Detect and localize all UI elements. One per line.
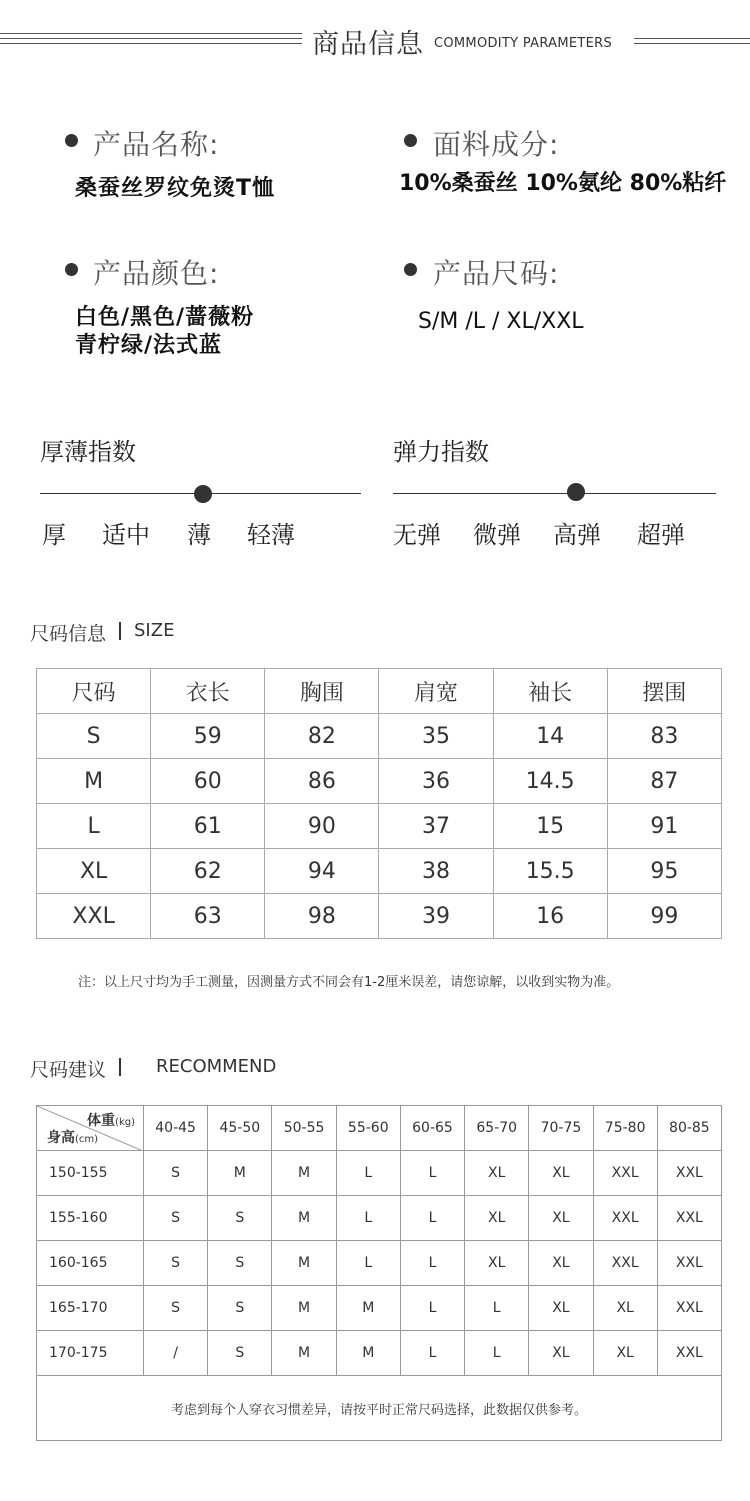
recommend-title: 尺码建议	[30, 1059, 107, 1081]
recommend-cell: S	[208, 1196, 272, 1241]
fabric-value: 10%桑蚕丝 10%氨纶 80%粘纤	[399, 171, 727, 196]
product-size-value: S/M /L / XL/XXL	[418, 309, 584, 334]
recommend-cell: XL	[529, 1331, 593, 1376]
product-name-label: 产品名称:	[93, 128, 220, 161]
height-range: 150-155	[37, 1151, 144, 1196]
recommend-cell: M	[208, 1151, 272, 1196]
recommend-cell: XL	[529, 1286, 593, 1331]
recommend-cell: /	[144, 1331, 208, 1376]
size-cell: 16	[493, 894, 607, 939]
product-color-label: 产品颜色:	[93, 257, 220, 290]
elasticity-option: 超弹	[637, 521, 685, 549]
product-size-label: 产品尺码:	[433, 257, 560, 290]
title-divider	[119, 1058, 121, 1076]
size-cell: 91	[607, 804, 721, 849]
recommend-table	[36, 1105, 722, 1441]
weight-range-header: 60-65	[400, 1106, 464, 1151]
size-cell: L	[37, 804, 151, 849]
size-cell: 94	[265, 849, 379, 894]
size-cell: 87	[607, 759, 721, 804]
height-range: 165-170	[37, 1286, 144, 1331]
recommend-cell: S	[208, 1241, 272, 1286]
size-table-header-row	[37, 669, 722, 714]
title-divider	[119, 622, 121, 640]
bullet-icon	[404, 134, 417, 147]
size-cell: XXL	[37, 894, 151, 939]
size-table-header: 袖长	[493, 669, 607, 714]
size-cell: 15.5	[493, 849, 607, 894]
recommend-cell: M	[336, 1286, 400, 1331]
recommend-cell: XXL	[657, 1241, 721, 1286]
size-cell: 61	[151, 804, 265, 849]
product-color-value-2: 青柠绿/法式蓝	[75, 333, 223, 358]
elasticity-option: 高弹	[553, 521, 601, 549]
elasticity-knob	[567, 483, 585, 501]
size-cell: S	[37, 714, 151, 759]
recommend-cell: L	[400, 1151, 464, 1196]
recommend-cell: L	[400, 1286, 464, 1331]
recommend-cell: M	[336, 1331, 400, 1376]
bullet-icon	[65, 263, 78, 276]
recommend-cell: L	[400, 1241, 464, 1286]
recommend-row	[37, 1241, 722, 1286]
recommend-cell: XXL	[657, 1151, 721, 1196]
size-cell: 90	[265, 804, 379, 849]
corner-height: 身高(cm)	[47, 1130, 99, 1146]
size-cell: 82	[265, 714, 379, 759]
fabric-label: 面料成分:	[433, 128, 560, 161]
recommend-cell: S	[144, 1241, 208, 1286]
size-note: 注：以上尺寸均为手工测量，因测量方式不同会有1-2厘米误差，请您谅解，以收到实物为准。	[78, 975, 620, 990]
recommend-cell: XXL	[593, 1151, 657, 1196]
size-info-subtitle: SIZE	[134, 620, 175, 641]
recommend-cell: S	[144, 1286, 208, 1331]
bullet-icon	[404, 263, 417, 276]
size-table-row	[37, 894, 722, 939]
size-cell: XL	[37, 849, 151, 894]
weight-range-header: 65-70	[465, 1106, 529, 1151]
recommend-row	[37, 1331, 722, 1376]
recommend-cell: XXL	[657, 1286, 721, 1331]
size-table-row	[37, 804, 722, 849]
recommend-cell: XL	[529, 1241, 593, 1286]
size-cell: 83	[607, 714, 721, 759]
size-cell: 95	[607, 849, 721, 894]
thickness-option: 轻薄	[247, 521, 295, 549]
recommend-subtitle: RECOMMEND	[156, 1056, 277, 1077]
size-table-row	[37, 759, 722, 804]
recommend-cell: L	[465, 1331, 529, 1376]
size-cell: 62	[151, 849, 265, 894]
recommend-header-row	[37, 1106, 722, 1151]
bullet-icon	[65, 134, 78, 147]
recommend-cell: XL	[465, 1241, 529, 1286]
recommend-cell: L	[465, 1286, 529, 1331]
recommend-cell: M	[272, 1241, 336, 1286]
size-cell: 14.5	[493, 759, 607, 804]
recommend-cell: XL	[529, 1151, 593, 1196]
header-title: 商品信息	[312, 29, 424, 60]
weight-range-header: 70-75	[529, 1106, 593, 1151]
header-subtitle: COMMODITY PARAMETERS	[434, 36, 613, 51]
size-table-header: 胸围	[265, 669, 379, 714]
recommend-cell: XXL	[593, 1241, 657, 1286]
size-cell: 37	[379, 804, 493, 849]
weight-range-header: 80-85	[657, 1106, 721, 1151]
recommend-row	[37, 1151, 722, 1196]
weight-range-header: 55-60	[336, 1106, 400, 1151]
recommend-corner-cell	[37, 1106, 144, 1151]
height-range: 155-160	[37, 1196, 144, 1241]
recommend-footer-row	[37, 1376, 722, 1441]
size-info-title: 尺码信息	[30, 623, 107, 645]
size-cell: 39	[379, 894, 493, 939]
size-cell: 15	[493, 804, 607, 849]
size-cell: 38	[379, 849, 493, 894]
recommend-cell: XL	[465, 1151, 529, 1196]
size-cell: 98	[265, 894, 379, 939]
recommend-cell: M	[272, 1151, 336, 1196]
recommend-cell: XXL	[657, 1196, 721, 1241]
recommend-cell: XXL	[593, 1196, 657, 1241]
recommend-row	[37, 1286, 722, 1331]
recommend-cell: L	[400, 1196, 464, 1241]
weight-range-header: 40-45	[144, 1106, 208, 1151]
weight-range-header: 45-50	[208, 1106, 272, 1151]
recommend-cell: S	[144, 1151, 208, 1196]
thickness-title: 厚薄指数	[40, 438, 136, 466]
size-table-header: 衣长	[151, 669, 265, 714]
recommend-cell: M	[272, 1196, 336, 1241]
size-cell: 86	[265, 759, 379, 804]
weight-range-header: 50-55	[272, 1106, 336, 1151]
size-table-row	[37, 714, 722, 759]
size-cell: 63	[151, 894, 265, 939]
weight-range-header: 75-80	[593, 1106, 657, 1151]
corner-weight: 体重(kg)	[87, 1113, 135, 1129]
size-cell: 14	[493, 714, 607, 759]
thickness-option: 适中	[102, 521, 150, 549]
product-color-value-1: 白色/黑色/蔷薇粉	[75, 305, 255, 330]
size-cell: 99	[607, 894, 721, 939]
recommend-cell: XL	[465, 1196, 529, 1241]
size-cell: 60	[151, 759, 265, 804]
elasticity-track	[393, 493, 716, 494]
size-table-header: 肩宽	[379, 669, 493, 714]
elasticity-title: 弹力指数	[393, 438, 489, 466]
recommend-cell: XXL	[657, 1331, 721, 1376]
recommend-row	[37, 1196, 722, 1241]
height-range: 160-165	[37, 1241, 144, 1286]
recommend-cell: S	[208, 1286, 272, 1331]
thickness-knob	[194, 485, 212, 503]
height-range: 170-175	[37, 1331, 144, 1376]
recommend-cell: L	[400, 1331, 464, 1376]
size-table-header: 尺码	[37, 669, 151, 714]
recommend-cell: L	[336, 1151, 400, 1196]
elasticity-option: 微弹	[473, 521, 521, 549]
recommend-cell: M	[272, 1286, 336, 1331]
recommend-cell: M	[272, 1331, 336, 1376]
size-cell: 59	[151, 714, 265, 759]
product-name-value: 桑蚕丝罗纹免烫T恤	[75, 176, 276, 201]
recommend-cell: XL	[593, 1286, 657, 1331]
size-table-row	[37, 849, 722, 894]
elasticity-option: 无弹	[393, 521, 441, 549]
recommend-footer-note: 考虑到每个人穿衣习惯差异，请按平时正常尺码选择，此数据仅供参考。	[37, 1376, 722, 1441]
size-cell: M	[37, 759, 151, 804]
thickness-option: 厚	[42, 521, 66, 549]
recommend-cell: L	[336, 1196, 400, 1241]
size-cell: 36	[379, 759, 493, 804]
size-cell: 35	[379, 714, 493, 759]
recommend-cell: XL	[529, 1196, 593, 1241]
recommend-cell: S	[208, 1331, 272, 1376]
size-table-header: 摆围	[607, 669, 721, 714]
size-table	[36, 668, 722, 939]
recommend-cell: S	[144, 1196, 208, 1241]
recommend-cell: XL	[593, 1331, 657, 1376]
recommend-cell: L	[336, 1241, 400, 1286]
thickness-option: 薄	[187, 521, 211, 549]
